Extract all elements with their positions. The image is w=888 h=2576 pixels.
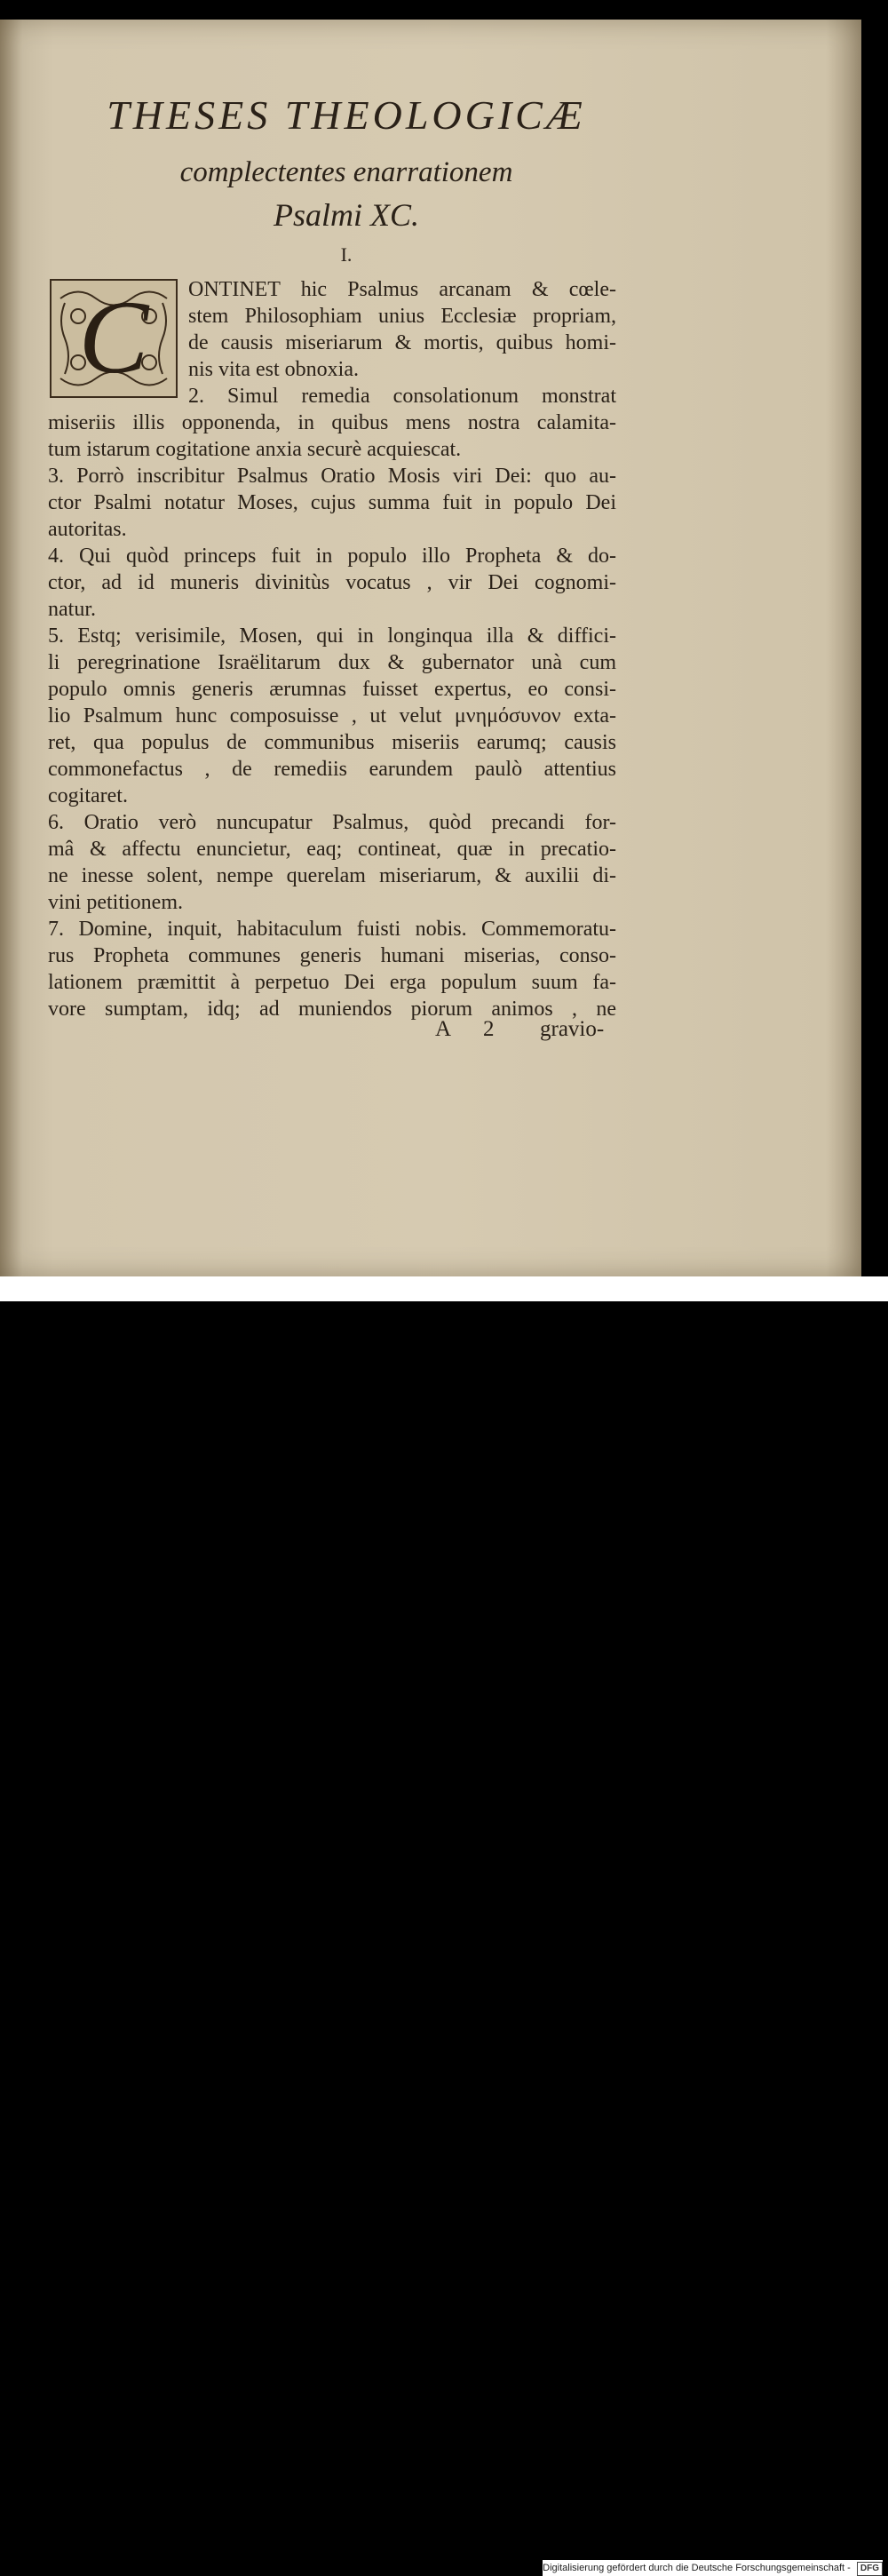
signature-line	[435, 1016, 622, 1043]
text-line: ctor, ad id muneris divinitùs vocatus , vir Dei cognomi-	[48, 571, 616, 594]
text-line: 7. Domine, inquit, habitaculum fuisti nobis. Commemoratu-	[48, 918, 616, 941]
text-line: 4. Qui quòd princeps fuit in populo illo Propheta & do-	[48, 545, 616, 568]
text-line: commonefactus , de remediis earundem paulò attentius	[48, 758, 616, 781]
decorated-initial	[50, 279, 178, 398]
text-line: li peregrinatione Israëlitarum dux & gubernator unà cum	[48, 651, 616, 674]
text-line: 6. Oratio verò nuncupatur Psalmus, quòd precandi for-	[48, 811, 616, 834]
text-line: nis vita est obnoxia.	[188, 358, 359, 381]
signature-mark: A	[435, 1017, 452, 1041]
text-line: ONTINET hic Psalmus arcanam & cœle-	[188, 278, 616, 301]
text-line: cogitaret.	[48, 784, 128, 807]
text-line: lio Psalmum hunc composuisse , ut velut μνημόσυνον exta-	[48, 704, 616, 727]
text-line: autoritas.	[48, 518, 127, 541]
text-line: natur.	[48, 598, 96, 621]
text-line: 2. Simul remedia consolationum monstrat	[188, 385, 616, 408]
text-line: ctor Psalmi notatur Moses, cujus summa fuit in populo Dei	[48, 491, 616, 514]
dfg-logo: DFG	[857, 2562, 883, 2576]
text-line: mâ & affectu enuncietur, eaq; contineat, quæ in precatio-	[48, 838, 616, 861]
text-line: vini petitionem.	[48, 891, 183, 914]
footer-credit	[543, 2560, 883, 2576]
footer-bar	[0, 1276, 888, 2573]
footer-text: Digitalisierung gefördert durch die Deutsche Forschungsgemeinschaft -	[543, 2563, 851, 2573]
signature-number: 2	[483, 1017, 495, 1041]
text-line: 5. Estq; verisimile, Mosen, qui in longinqua illa & diffici-	[48, 624, 616, 648]
text-line: ne inesse solent, nempe querelam miseriarum, & auxilii di-	[48, 864, 616, 887]
book-page	[0, 20, 861, 1276]
text-line: stem Philosophiam unius Ecclesiæ propriam,	[188, 305, 616, 328]
page-subtitle-psalm: Psalmi XC.	[273, 197, 419, 233]
page-title: THESES THEOLOGICÆ	[107, 92, 586, 138]
text-line: rus Propheta communes generis humani miserias, conso-	[48, 944, 616, 967]
text-line: miseriis illis opponenda, in quibus mens nostra calamita-	[48, 411, 616, 434]
text-line: populo omnis generis ærumnas fuisset expertus, eo consi-	[48, 678, 616, 701]
text-line: de causis miseriarum & mortis, quibus homi-	[188, 331, 616, 354]
text-line: lationem præmittit à perpetuo Dei erga populum suum fa-	[48, 971, 616, 994]
initial-letter: C	[78, 279, 149, 395]
text-line: vore sumptam, idq; ad muniendos piorum animos , ne	[48, 998, 616, 1021]
text-line: 3. Porrò inscribitur Psalmus Oratio Mosis viri Dei: quo au-	[48, 465, 616, 488]
text-line: tum istarum cogitatione anxia securè acquiescat.	[48, 438, 462, 461]
text-line: ret, qua populus de communibus miseriis earumq; causis	[48, 731, 616, 754]
section-number: I.	[340, 243, 353, 266]
page-subtitle: complectentes enarrationem	[179, 156, 513, 188]
catchword: gravio-	[540, 1017, 605, 1041]
